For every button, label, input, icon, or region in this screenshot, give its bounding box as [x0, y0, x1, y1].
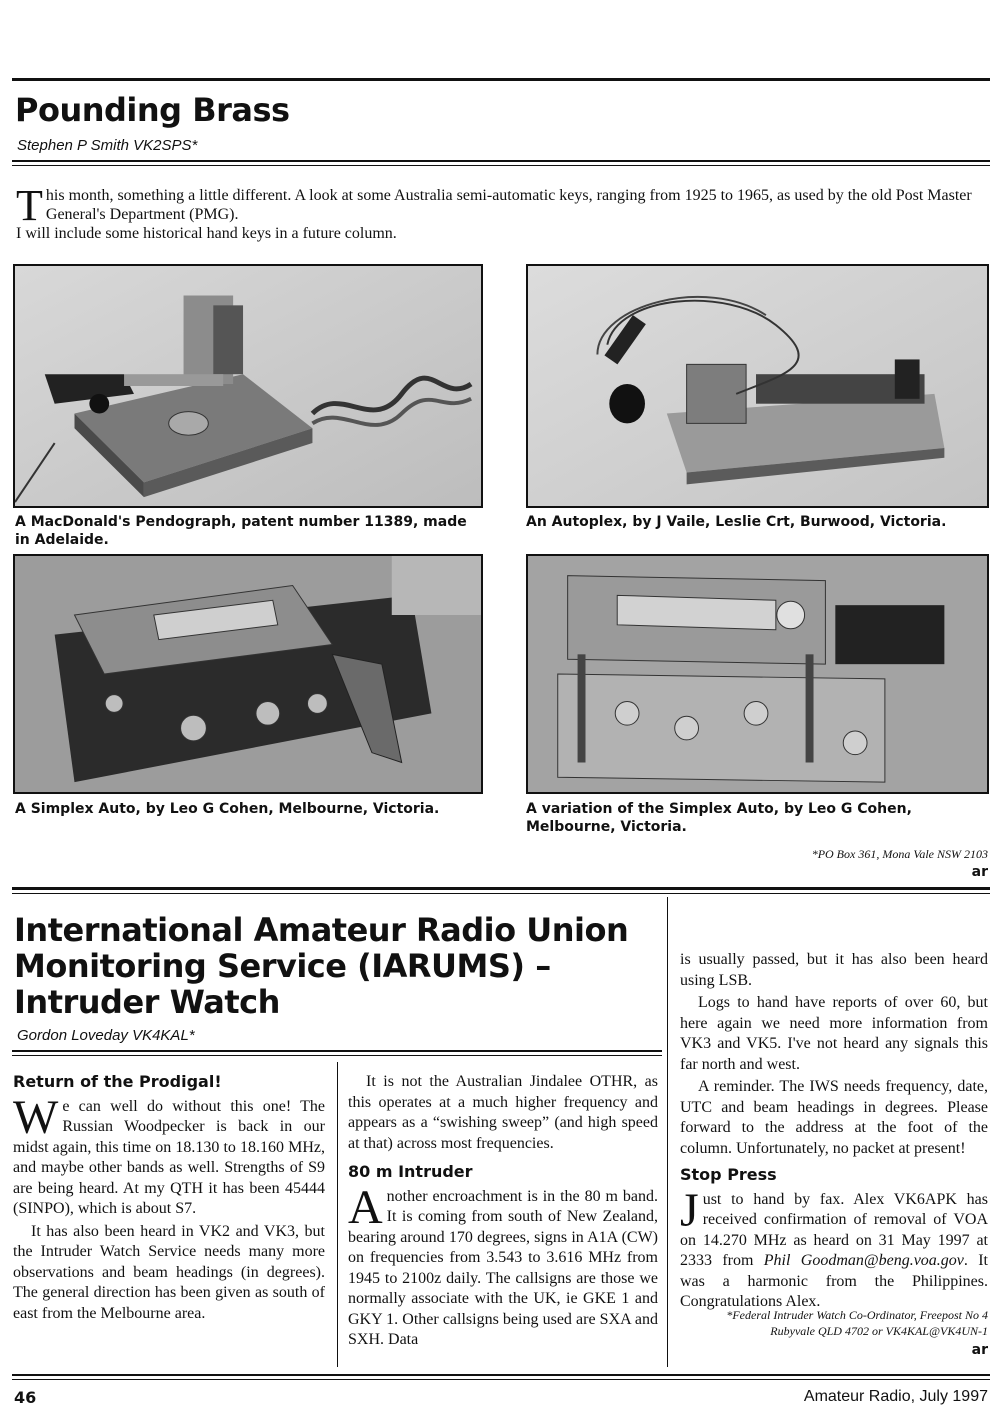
article2-title-line3: Intruder Watch [14, 983, 280, 1021]
autoplex-photo [526, 264, 989, 508]
article1-title: Pounding Brass [15, 91, 290, 129]
article1-byline: Stephen P Smith VK2SPS* [17, 137, 198, 154]
page-number: 46 [14, 1388, 37, 1407]
article1-end-mark: ar [971, 864, 988, 880]
byline-rule [12, 160, 990, 162]
article2-top-rule [12, 887, 990, 890]
article2-top-rule-thin [12, 893, 990, 894]
article2-footnote-line2: Rubyvale QLD 4702 or VK4KAL@VK4UN-1 [770, 1324, 988, 1338]
article2-title-line1: International Amateur Radio Union [14, 911, 629, 949]
col1-paragraph-2: It has also been heard in VK2 and VK3, but the Intruder Watch Service needs many more observations and beam headings (in degrees). The general direction has been given as south of east from the Melbourne area. [13, 1222, 325, 1322]
simplex-auto-photo [13, 554, 483, 794]
caption-pendograph: A MacDonald's Pendograph, patent number 11389, made in Adelaide. [15, 514, 467, 548]
article2-byline: Gordon Loveday VK4KAL* [17, 1027, 195, 1044]
article2-footnote-line1: *Federal Intruder Watch Co-Ordinator, Freepost No 4 [726, 1308, 988, 1322]
heading-stop-press: Stop Press [680, 1165, 777, 1184]
caption-autoplex: An Autoplex, by J Vaile, Leslie Crt, Burwood, Victoria. [526, 514, 947, 530]
footer-rule [12, 1374, 990, 1376]
col2-paragraph-1: It is not the Australian Jindalee OTHR, as this operates at a much higher frequency and appears as a “swishing sweep” (and high speed at that) across most frequencies. [348, 1073, 658, 1152]
intro-dropcap: T [16, 181, 43, 230]
article1-intro [16, 181, 986, 243]
intro-paragraph-2: I will include some historical hand keys in a future column. [16, 225, 397, 242]
caption-simplex-auto: A Simplex Auto, by Leo G Cohen, Melbourne, Victoria. [15, 801, 440, 817]
column-3 [680, 950, 988, 1313]
column-1 [13, 1070, 325, 1324]
col3-dropcap: J [680, 1183, 699, 1237]
col1-paragraph-1: We can well do without this one! The Russian Woodpecker is back in our midst again, this time on 18.130 to 18.160 MHz, and maybe other bands as well. Strengths of S9 are being heard. At my QTH it has been 45444 (SINPO), which is about S7. [13, 1090, 325, 1217]
voa-email: Phil Goodman@beng.voa.gov [763, 1252, 964, 1269]
col3-paragraph-2: Logs to hand have reports of over 60, but here again we need more information from VK3 and VK5. I've not heard any signals this far north and west. [680, 994, 988, 1073]
simplex-auto-variation-photo [526, 554, 989, 794]
heading-80m-intruder: 80 m Intruder [348, 1162, 473, 1181]
col1-dropcap: W [13, 1090, 59, 1144]
col2-dropcap: A [348, 1180, 383, 1234]
col2-paragraph-2: Another encroachment is in the 80 m band. It is coming from south of New Zealand, bearing around 170 degrees, signs in A1A (CW) on frequencies from 3.543 to 3.616 MHz from 1945 to 2100z daily. The callsigns are those we normally associate with the UK, ie GKE 1 and GKY 1. Other callsigns being used are SXA and SXH. Data [348, 1180, 658, 1348]
article2-title-line2: Monitoring Service (IARUMS) – [14, 947, 551, 985]
column-divider-2 [337, 1062, 338, 1367]
byline-rule-thin [12, 165, 990, 166]
caption-simplex-auto-variation: A variation of the Simplex Auto, by Leo G Cohen, Melbourne, Victoria. [526, 801, 912, 835]
magazine-footer: Amateur Radio, July 1997 [803, 1388, 988, 1405]
article2-byline-rule-thin [12, 1055, 662, 1056]
intro-paragraph-1: his month, something a little different. A look at some Australia semi-automatic keys, ranging from 1925 to 1965, as used by the old Post Master General's Department (PMG). [45, 187, 972, 223]
col3-paragraph-3: A reminder. The IWS needs frequency, date, UTC and beam headings in degrees. Please forward to the address at the foot of the column. Unfortunately, no packet at present! [680, 1078, 988, 1157]
col3-paragraph-4: Just to hand by fax. Alex VK6APK has received confirmation of removal of VOA on 14.270 MHz as heard on 31 May 1997 at 2333 from Phil Goodman@beng.voa.gov. It was a harmonic from the Philippines. Congratulations Alex. [680, 1183, 988, 1310]
top-rule [12, 78, 990, 81]
article2-end-mark: ar [971, 1342, 988, 1358]
article2-byline-rule [12, 1050, 662, 1052]
column-2 [348, 1072, 658, 1351]
footer-rule-thin [12, 1379, 990, 1380]
article1-footnote: *PO Box 361, Mona Vale NSW 2103 [811, 847, 988, 861]
heading-return-of-the-prodigal: Return of the Prodigal! [13, 1072, 222, 1091]
column-divider-3 [667, 897, 668, 1367]
col3-paragraph-1: is usually passed, but it has also been heard using LSB. [680, 951, 988, 989]
pendograph-photo [13, 264, 483, 508]
